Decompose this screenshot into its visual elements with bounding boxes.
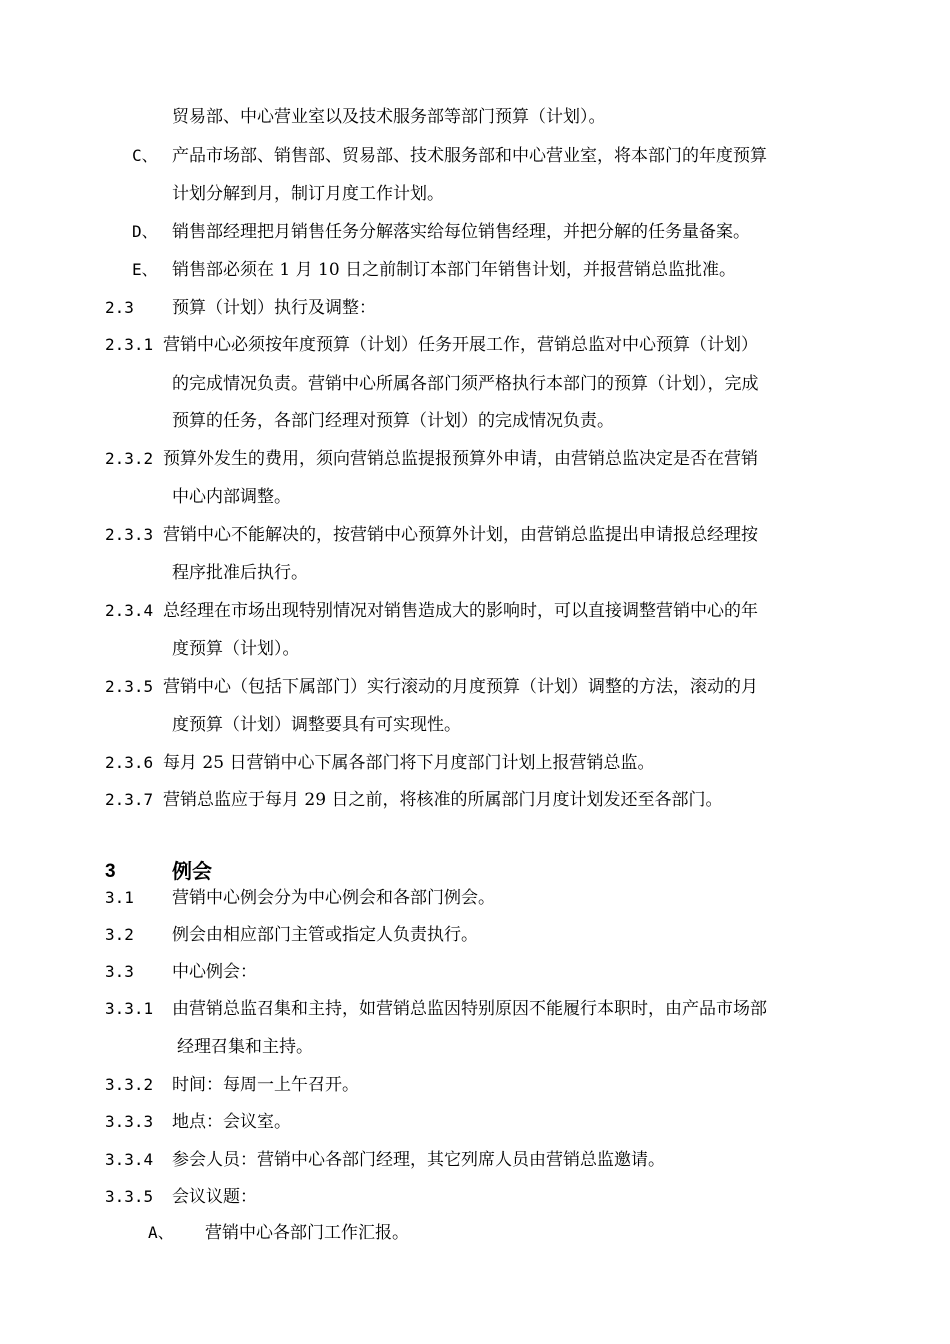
clause-text: 时间：每周一上午召开。 (172, 1075, 359, 1095)
clause-text: 营销中心必须按年度预算（计划）任务开展工作，营销总监对中心预算（计划） (163, 335, 758, 355)
clause-text: 例会由相应部门主管或指定人负责执行。 (172, 925, 478, 945)
clause-text: 中心例会： (172, 962, 257, 982)
clause-text: 营销中心不能解决的，按营销中心预算外计划，由营销总监提出申请报总经理按 (163, 525, 758, 545)
item-number: C、 (132, 146, 158, 165)
line-text: 产品市场部、销售部、贸易部、技术服务部和中心营业室，将本部门的年度预算 (172, 146, 767, 166)
clause-text: 度预算（计划）调整要具有可实现性。 (172, 715, 461, 735)
clause-text: 地点：会议室。 (172, 1112, 291, 1132)
clause-text: 营销中心（包括下属部门）实行滚动的月度预算（计划）调整的方法，滚动的月 (163, 677, 758, 697)
clause-number: 3.3 (105, 962, 134, 981)
item-number: D、 (132, 222, 158, 241)
clause-text: 程序批准后执行。 (172, 563, 308, 583)
clause-text: 营销中心例会分为中心例会和各部门例会。 (172, 888, 495, 908)
line-text: 销售部经理把月销售任务分解落实给每位销售经理，并把分解的任务量备案。 (172, 222, 750, 242)
clause-text: 度预算（计划）。 (172, 639, 300, 659)
item-number: E、 (132, 260, 158, 279)
clause-number: 3.3.2 (105, 1075, 154, 1094)
clause-text: 由营销总监召集和主持，如营销总监因特别原因不能履行本职时，由产品市场部 (172, 999, 767, 1019)
clause-text: 预算的任务，各部门经理对预算（计划）的完成情况负责。 (172, 411, 614, 431)
clause-number: 2.3.7 (105, 790, 154, 809)
clause-number: 2.3.1 (105, 335, 154, 354)
clause-text: 参会人员：营销中心各部门经理，其它列席人员由营销总监邀请。 (172, 1150, 665, 1170)
clause-text: 预算外发生的费用，须向营销总监提报预算外申请，由营销总监决定是否在营销 (163, 449, 758, 469)
clause-number: 3.3.3 (105, 1112, 154, 1131)
clause-text: 会议议题： (172, 1187, 257, 1207)
clause-text: 营销总监应于每月 29 日之前，将核准的所属部门月度计划发还至各部门。 (163, 790, 723, 810)
clause-number: 3.2 (105, 925, 134, 944)
line-text: 计划分解到月，制订月度工作计划。 (172, 184, 444, 204)
clause-text: 预算（计划）执行及调整： (172, 298, 376, 318)
item-number: A、 (148, 1223, 174, 1242)
clause-text: 总经理在市场出现特别情况对销售造成大的影响时，可以直接调整营销中心的年 (163, 601, 758, 621)
clause-text: 的完成情况负责。营销中心所属各部门须严格执行本部门的预算（计划），完成 (172, 374, 759, 394)
clause-text: 经理召集和主持。 (177, 1037, 313, 1057)
clause-number: 3.3.5 (105, 1187, 154, 1206)
line-text: 营销中心各部门工作汇报。 (205, 1223, 409, 1243)
clause-number: 2.3.4 (105, 601, 154, 620)
clause-number: 2.3.2 (105, 449, 154, 468)
clause-number: 3.3.4 (105, 1150, 154, 1169)
clause-text: 中心内部调整。 (172, 487, 291, 507)
clause-number: 2.3.3 (105, 525, 154, 544)
clause-number: 3.1 (105, 888, 134, 907)
clause-number: 2.3.6 (105, 753, 154, 772)
clause-number: 2.3 (105, 298, 134, 317)
section-number: 3 (105, 861, 116, 882)
clause-text: 每月 25 日营销中心下属各部门将下月度部门计划上报营销总监。 (163, 753, 655, 773)
line-text: 销售部必须在 1 月 10 日之前制订本部门年销售计划，并报营销总监批准。 (172, 260, 737, 280)
clause-number: 3.3.1 (105, 999, 154, 1018)
line-text: 贸易部、中心营业室以及技术服务部等部门预算（计划）。 (172, 107, 606, 127)
section-title: 例会 (172, 859, 212, 883)
clause-number: 2.3.5 (105, 677, 154, 696)
